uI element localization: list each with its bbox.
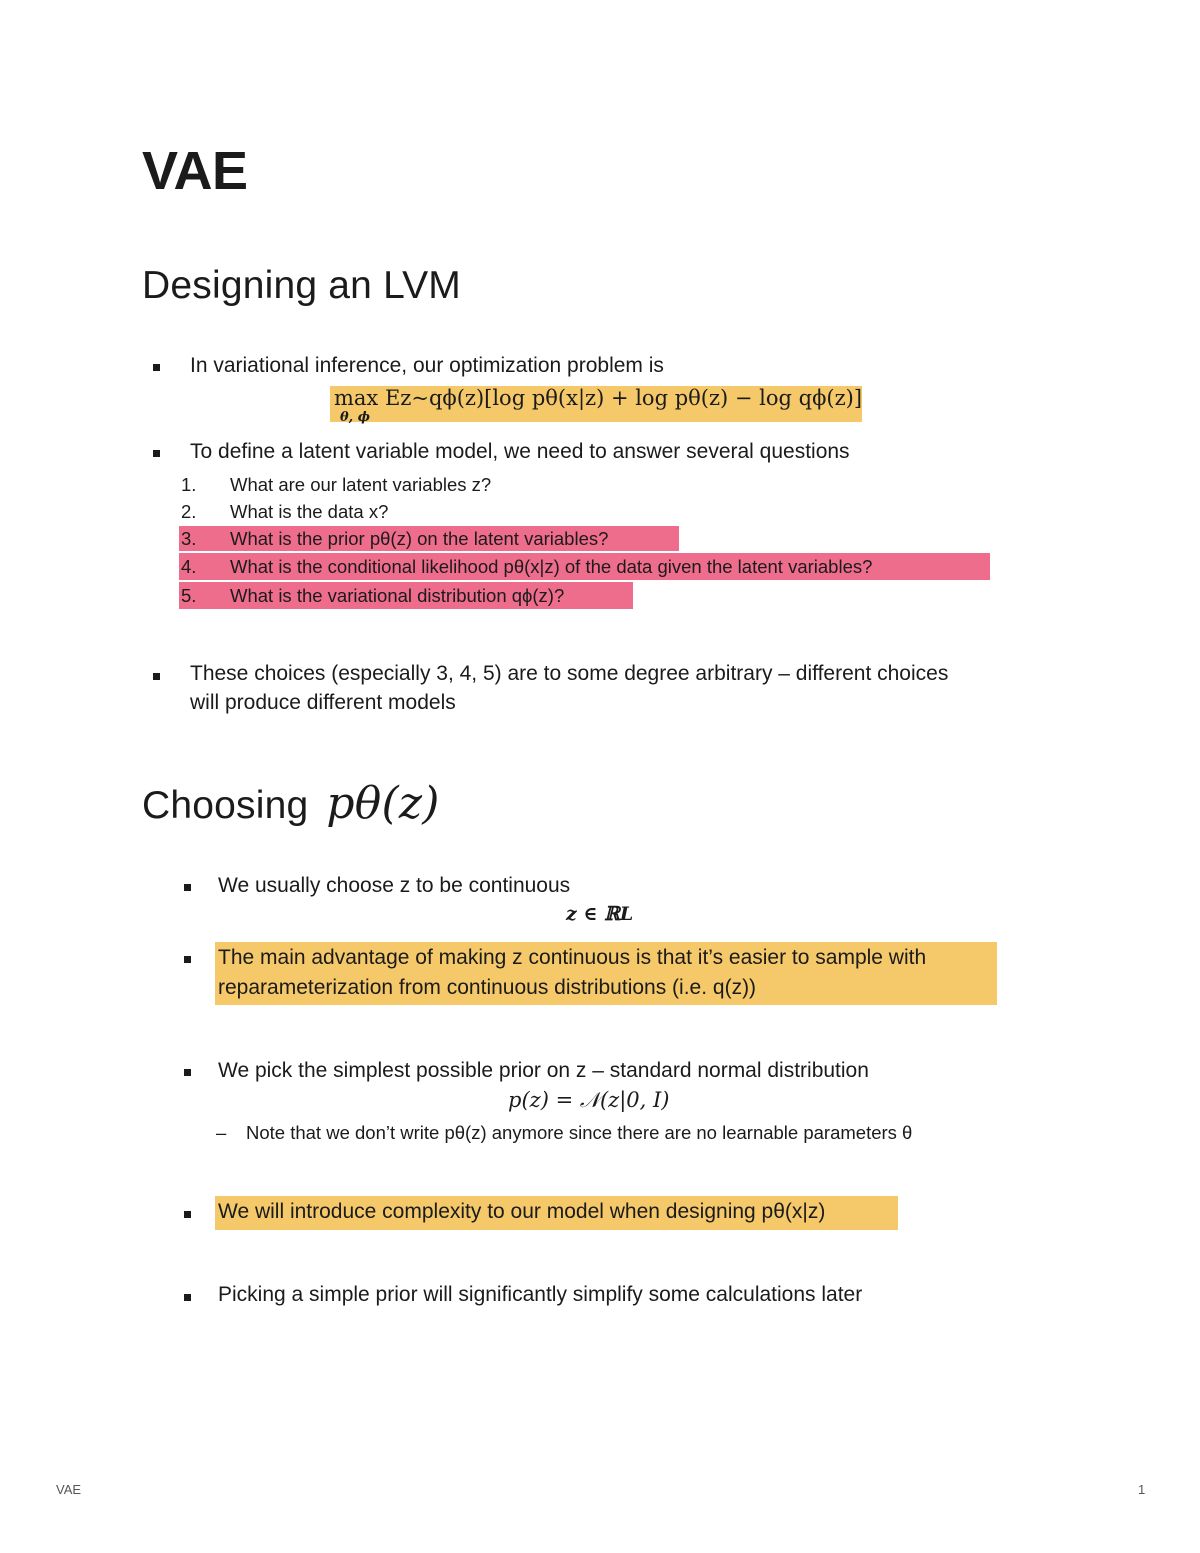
bullet-text: The main advantage of making z continuous is that it’s easier to sample with bbox=[218, 946, 927, 969]
standard-normal-equation: p(z) = 𝒩(z|0, I) bbox=[508, 1088, 670, 1112]
elbo-equation-subscript: θ, ϕ bbox=[340, 410, 370, 425]
list-item: What is the variational distribution qϕ(z)? bbox=[230, 585, 565, 606]
bullet-text: In variational inference, our optimization problem is bbox=[190, 354, 664, 377]
bullet-text: These choices (especially 3, 4, 5) are to some degree arbitrary – different choices bbox=[190, 662, 949, 685]
bullet-text: We pick the simplest possible prior on z – standard normal distribution bbox=[218, 1059, 869, 1082]
page-title: VAE bbox=[142, 141, 248, 201]
list-item: What is the conditional likelihood pθ(x|z) of the data given the latent variables? bbox=[230, 556, 873, 577]
list-number: 2. bbox=[181, 501, 197, 522]
list-item: What is the data x? bbox=[230, 501, 389, 522]
bullet-text: Picking a simple prior will significantly simplify some calculations later bbox=[218, 1283, 863, 1306]
section-heading-designing-lvm: Designing an LVM bbox=[142, 264, 461, 307]
bullet-text: To define a latent variable model, we need to answer several questions bbox=[190, 440, 850, 463]
elbo-equation: max Ez~qϕ(z)[log pθ(x|z) + log pθ(z) − log qϕ(z)] bbox=[334, 386, 863, 410]
bullet-marker bbox=[184, 1211, 191, 1218]
bullet-text: We will introduce complexity to our model when designing pθ(x|z) bbox=[218, 1200, 826, 1223]
list-number: 3. bbox=[181, 528, 197, 549]
bullet-marker bbox=[153, 673, 160, 680]
footer-title: VAE bbox=[56, 1482, 82, 1497]
list-number: 1. bbox=[181, 474, 197, 495]
section-heading-text: Choosing bbox=[142, 784, 309, 827]
list-number: 4. bbox=[181, 556, 197, 577]
bullet-marker bbox=[184, 956, 191, 963]
bullet-text: We usually choose z to be continuous bbox=[218, 874, 571, 897]
bullet-marker bbox=[153, 364, 160, 371]
bullet-text: reparameterization from continuous distributions (i.e. q(z)) bbox=[218, 976, 757, 999]
bullet-marker bbox=[184, 1294, 191, 1301]
sub-bullet-text: Note that we don’t write pθ(z) anymore since there are no learnable parameters θ bbox=[246, 1122, 913, 1143]
list-item: What is the prior pθ(z) on the latent variables? bbox=[230, 528, 609, 549]
bullet-marker bbox=[184, 884, 191, 891]
sub-bullet-dash: – bbox=[216, 1122, 227, 1143]
continuous-z-equation: z ∈ ℝL bbox=[566, 903, 634, 925]
list-item: What are our latent variables z? bbox=[230, 474, 492, 495]
list-number: 5. bbox=[181, 585, 197, 606]
section-heading-math: pθ(z) bbox=[326, 778, 440, 829]
bullet-text: will produce different models bbox=[190, 691, 456, 714]
page-number: 1 bbox=[1138, 1482, 1146, 1497]
bullet-marker bbox=[184, 1069, 191, 1076]
section-heading-choosing-prior bbox=[142, 778, 440, 829]
bullet-marker bbox=[153, 450, 160, 457]
